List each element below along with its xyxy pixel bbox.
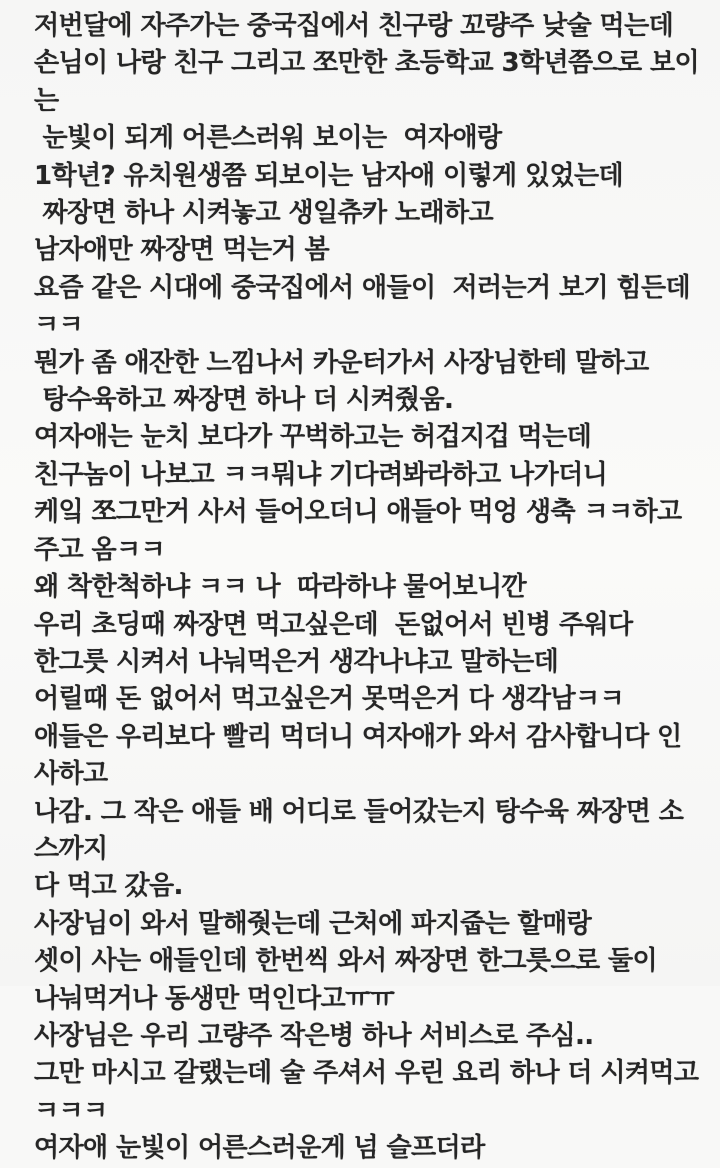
text-line: 한그릇 시켜서 나눠먹은거 생각나냐고 말하는데 xyxy=(34,646,559,677)
text-line: 애들은 우리보다 빨리 먹더니 여자애가 와서 감사합니다 인사하고 xyxy=(34,721,682,790)
text-line: 여자애는 눈치 보다가 꾸벅하고는 허겁지겁 먹는데 xyxy=(34,422,592,453)
text-line: 사장님이 와서 말해줫는데 근처에 파지줍는 할매랑 xyxy=(34,908,592,939)
text-line: 케잌 쪼그만거 사서 들어오더니 애들아 먹엉 생축 ㅋㅋ하고 xyxy=(34,497,682,528)
text-line: 다 먹고 갔음. xyxy=(34,871,183,902)
text-line: 저번달에 자주가는 중국집에서 친구랑 꼬량주 낮술 먹는데 xyxy=(34,11,674,41)
text-line: 여자애 눈빛이 어른스러운게 넘 슬프더라 xyxy=(34,1133,485,1164)
text-line: 그만 마시고 갈랬는데 술 주셔서 우린 요리 하나 더 시켜먹고 ㅋㅋㅋ xyxy=(34,1058,707,1126)
text-line: 어릴때 돈 없어서 먹고싶은거 못먹은거 다 생각남ㅋㅋ xyxy=(34,684,625,715)
text-line: 친구놈이 나보고 ㅋㅋ뭐냐 기다려봐라하고 나가더니 xyxy=(34,459,608,490)
text-line: 요즘 같은 시대에 중국집에서 애들이 저러는거 보기 힘든데 ㅋㅋ xyxy=(34,272,699,341)
text-line: 1학년? 유치원생쯤 되보이는 남자애 이렇게 있었는데 xyxy=(34,160,624,191)
text-line: 뭔가 좀 애잔한 느낌나서 카운터가서 사장님한테 말하고 xyxy=(34,347,649,378)
text-line: 남자애만 짜장면 먹는거 봄 xyxy=(34,235,330,266)
text-line: 나눠먹거나 동생만 먹인다고ㅠㅠ xyxy=(34,983,395,1014)
text-line: 눈빛이 되게 어른스러워 보이는 여자애랑 xyxy=(34,123,502,154)
text-line: 왜 착한척하냐 ㅋㅋ 나 따라하냐 물어보니깐 xyxy=(34,572,526,603)
text-line: 사장님은 우리 고량주 작은병 하나 서비스로 주심.. xyxy=(34,1020,594,1051)
text-line: 짜장면 하나 시켜놓고 생일츄카 노래하고 xyxy=(34,198,494,229)
text-line: 탕수육하고 짜장면 하나 더 시켜줬움. xyxy=(34,385,454,416)
text-line: 우리 초딩때 짜장면 먹고싶은데 돈없어서 빈병 주워다 xyxy=(34,609,633,640)
text-line: 손님이 나랑 친구 그리고 쪼만한 초등학교 3학년쯤으로 보이는 xyxy=(34,48,700,116)
text-line: 셋이 사는 애들인데 한번씩 와서 짜장면 한그릇으로 둘이 xyxy=(34,946,658,977)
text-line: 주고 옴ㅋㅋ xyxy=(34,534,166,565)
text-line: 나감. 그 작은 애들 배 어디로 들어갔는지 탕수육 짜장면 소스까지 xyxy=(34,796,684,864)
